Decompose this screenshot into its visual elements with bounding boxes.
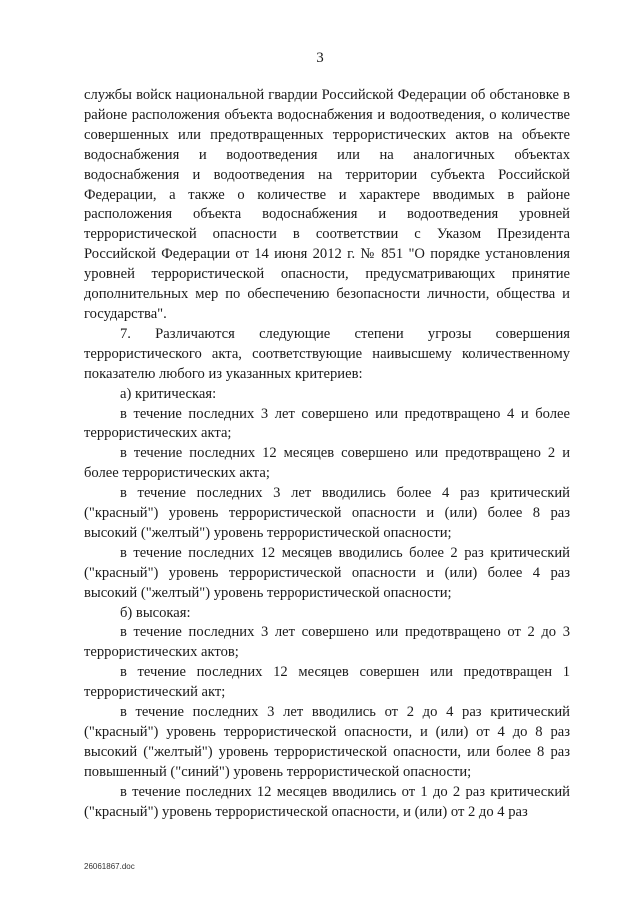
paragraph-subheading-high: б) высокая:	[120, 604, 191, 621]
paragraph-criterion: в течение последних 3 лет вводились от 2 до 4 раз критический ("красный") уровень террористической опасности, и (или) от 4 до 8 раз высокий ("желтый") уровень террористической опасности, или более 8 раз повышенный ("синий") уровень террористической опасности;	[84, 704, 570, 780]
paragraph-continuation: службы войск национальной гвардии Российской Федерации об обстановке в районе расположения объекта водоснабжения и водоотведения, о количестве совершенных или предотвращенных террористических актов на объекте водоснабжения и водоотведения или на аналогичных объектах водоснабжения и водоотведения на территории субъекта Российской Федерации, а также о количестве и характере вводимых в районе расположения объекта водоснабжения и водоотведения уровней террористической опасности в соответствии с Указом Президента Российской Федерации от 14 июня 2012 г. № 851 "О порядке установления уровней террористической опасности, предусматривающих принятие дополнительных мер по обеспечению безопасности личности, общества и государства".	[84, 87, 570, 322]
paragraph-subheading-critical: а) критическая:	[120, 385, 217, 402]
page-number: 3	[316, 50, 324, 66]
paragraph-clause-7: 7. Различаются следующие степени угрозы совершения террористического акта, соответствующие наивысшему количественному показателю любого из указанных критериев:	[84, 325, 570, 382]
paragraph-criterion: в течение последних 3 лет вводились более 4 раз критический ("красный") уровень террористической опасности и (или) более 8 раз высокий ("желтый") уровень террористической опасности;	[84, 485, 570, 541]
footer-filename: 26061867.doc	[84, 862, 135, 871]
paragraph-criterion: в течение последних 12 месяцев совершено или предотвращено 2 и более террористических акта;	[84, 445, 570, 482]
paragraph-criterion: в течение последних 12 месяцев вводились более 2 раз критический ("красный") уровень террористической опасности и (или) более 4 раз высокий ("желтый") уровень террористической опасности;	[84, 544, 570, 601]
paragraph-criterion: в течение последних 12 месяцев вводились от 1 до 2 раз критический ("красный") уровень террористической опасности, и (или) от 2 до 4 раз	[84, 783, 570, 820]
paragraph-criterion: в течение последних 12 месяцев совершен или предотвращен 1 террористический акт;	[84, 664, 570, 701]
paragraph-criterion: в течение последних 3 лет совершено или предотвращено от 2 до 3 террористических актов;	[84, 624, 570, 661]
paragraph-criterion: в течение последних 3 лет совершено или предотвращено 4 и более террористических акта;	[84, 405, 570, 442]
document-body	[84, 86, 570, 823]
